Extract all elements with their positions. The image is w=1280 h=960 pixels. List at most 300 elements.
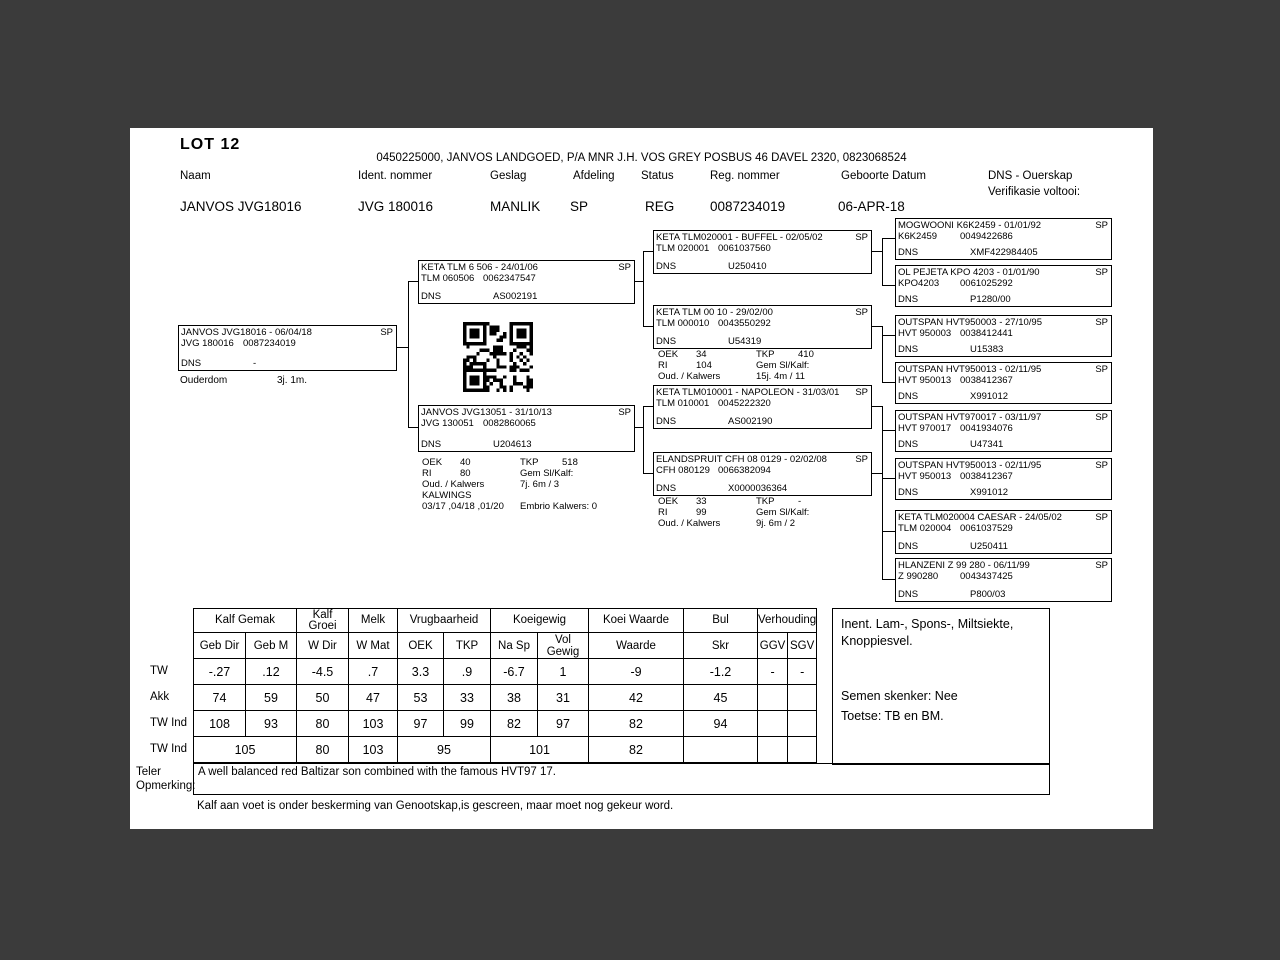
connector-line: [882, 430, 895, 431]
group-header-verhouding: Verhouding: [758, 609, 817, 633]
animal-title: MOGWOONI K6K2459 - 01/01/92: [898, 220, 1042, 231]
dns-value: U15383: [970, 344, 1004, 355]
tkp-value: 410: [798, 349, 814, 360]
animal-id: HVT 950013: [898, 471, 952, 482]
col-tkp: TKP: [444, 633, 491, 659]
title-row: [419, 406, 634, 418]
oud-label: Oud. / Kalwers: [422, 479, 485, 490]
row-label-tw: TW: [150, 665, 168, 677]
dns-label: DNS: [421, 439, 442, 450]
dns-label: DNS: [656, 483, 677, 494]
title-row: [896, 411, 1111, 423]
connector-line: [882, 579, 895, 580]
qr-code: [463, 322, 533, 392]
label-geslag: Geslag: [490, 170, 527, 182]
lot-title: LOT 12: [180, 136, 241, 153]
cell: 97: [398, 711, 444, 737]
dns-value: XMF422984405: [970, 247, 1038, 258]
connector-line: [643, 251, 653, 252]
cell: 82: [589, 711, 684, 737]
cell: 99: [444, 711, 491, 737]
cell: 82: [491, 711, 538, 737]
cell: 94: [684, 711, 758, 737]
teler-label-line2: Opmerking:: [136, 780, 196, 792]
col-oek: OEK: [398, 633, 444, 659]
animal-id: CFH 080129: [656, 465, 710, 476]
oud-label: Oud. / Kalwers: [658, 518, 721, 529]
dns-row: [656, 261, 869, 272]
section-code: SP: [855, 454, 868, 465]
semen-skenker: Semen skenker: Nee: [841, 689, 958, 703]
animal-number: 0087234019: [243, 338, 296, 349]
label-naam: Naam: [180, 170, 211, 182]
connector-line: [882, 238, 883, 286]
id-row: [896, 375, 1111, 386]
animal-id: HVT 950003: [898, 328, 952, 339]
connector-line: [408, 427, 418, 428]
dns-row: [898, 487, 1109, 498]
table-row-akk: [194, 685, 817, 711]
connector-line: [643, 326, 653, 327]
cell: 101: [491, 737, 589, 763]
animal-id: HVT 950013: [898, 375, 952, 386]
connector-line: [882, 473, 883, 580]
ri-label: RI: [422, 468, 432, 479]
cell: 53: [398, 685, 444, 711]
ri-value: 104: [696, 360, 712, 371]
cell: -4.5: [297, 659, 349, 685]
pedigree-box-gp1: [653, 230, 872, 274]
id-row: [896, 328, 1111, 339]
dns-row: [656, 416, 869, 427]
cell: 38: [491, 685, 538, 711]
catalog-page: [130, 128, 1153, 829]
dns-row: [421, 291, 632, 302]
connector-line: [643, 251, 644, 327]
animal-title: KETA TLM010001 - NAPOLEON - 31/03/01: [656, 387, 840, 398]
col-ggv: GGV: [758, 633, 788, 659]
cell: 74: [194, 685, 246, 711]
cell: 105: [194, 737, 297, 763]
animal-title: KETA TLM020004 CAESAR - 24/05/02: [898, 512, 1062, 523]
section-code: SP: [1095, 364, 1108, 375]
animal-id: JVG 180016: [181, 338, 234, 349]
dns-row: [181, 358, 394, 369]
group-header-koei-waarde: Koei Waarde: [589, 609, 684, 633]
dns-label: DNS: [898, 247, 919, 258]
title-row: [654, 306, 871, 318]
group-header-melk: Melk: [349, 609, 398, 633]
label-ident-nommer: Ident. nommer: [358, 170, 433, 182]
cell: 33: [444, 685, 491, 711]
gemsl-label: Gem Sl/Kalf:: [756, 360, 810, 371]
connector-line: [882, 531, 895, 532]
group-header-row: [194, 609, 817, 633]
cell: 97: [538, 711, 589, 737]
table-row-tw-ind-2: [194, 737, 817, 763]
animal-id: Z 990280: [898, 571, 939, 582]
connector-line: [643, 406, 653, 407]
connector-line: [643, 473, 653, 474]
label-reg-nommer: Reg. nommer: [710, 170, 780, 182]
dns-label: DNS: [181, 358, 202, 369]
connector-line: [882, 238, 895, 239]
dns-row: [656, 483, 869, 494]
oek-label: OEK: [658, 349, 679, 360]
dns-label: DNS: [656, 416, 677, 427]
section-code: SP: [1095, 267, 1108, 278]
pedigree-box-ggp5: [895, 410, 1112, 452]
id-row: [654, 398, 871, 409]
cell: 1: [538, 659, 589, 685]
pedigree-box-ggp4: [895, 362, 1112, 404]
ri-label: RI: [658, 360, 668, 371]
dns-value: U250410: [728, 261, 767, 272]
cell: 50: [297, 685, 349, 711]
animal-id: TLM 000010: [656, 318, 710, 329]
cell: [758, 685, 788, 711]
pedigree-box-ggp7: [895, 510, 1112, 554]
sub-header-row: [194, 633, 817, 659]
id-row: [896, 523, 1111, 534]
animal-title: KETA TLM 6 506 - 24/01/06: [421, 262, 538, 273]
value-status: REG: [645, 199, 675, 214]
col-geb-dir: Geb Dir: [194, 633, 246, 659]
label-dns-ouerskap: DNS - Ouerskap: [988, 170, 1073, 182]
section-code: SP: [618, 407, 631, 418]
label-geboorte-datum: Geboorte Datum: [841, 170, 927, 182]
dns-row: [898, 439, 1109, 450]
connector-line: [882, 382, 895, 383]
connector-line: [882, 478, 895, 479]
section-code: SP: [618, 262, 631, 273]
animal-id: TLM 010001: [656, 398, 710, 409]
animal-title: JANVOS JVG18016 - 06/04/18: [181, 327, 312, 338]
oek-label: OEK: [658, 496, 679, 507]
row-label-akk: Akk: [150, 691, 170, 703]
id-row: [654, 318, 871, 329]
embrio-kalwers: Embrio Kalwers: 0: [520, 501, 598, 512]
animal-number: 0043550292: [718, 318, 771, 329]
oek-value: 34: [696, 349, 707, 360]
section-code: SP: [855, 387, 868, 398]
value-geslag: MANLIK: [490, 199, 541, 214]
pedigree-box-gp3: [653, 385, 872, 429]
title-row: [179, 326, 396, 338]
animal-number: 0041934076: [960, 423, 1013, 434]
title-row: [654, 231, 871, 243]
cell: [788, 685, 817, 711]
pedigree-box-ggp3: [895, 315, 1112, 357]
animal-id: TLM 020001: [656, 243, 710, 254]
inent-line1: Inent. Lam-, Spons-, Miltsiekte,: [841, 617, 1014, 631]
animal-number: 0045222320: [718, 398, 771, 409]
label-verifikasie: Verifikasie voltooi:: [988, 186, 1081, 198]
id-row: [896, 423, 1111, 434]
oud-value: 15j. 4m / 11: [756, 371, 805, 382]
ri-value: 80: [460, 468, 471, 479]
animal-number: 0049422686: [960, 231, 1013, 242]
cell: -: [788, 659, 817, 685]
animal-id: K6K2459: [898, 231, 938, 242]
dns-value: AS002191: [493, 291, 538, 302]
dns-value: X991012: [970, 391, 1009, 402]
ouderdom-value: 3j. 1m.: [277, 375, 308, 386]
ouderdom-label: Ouderdom: [180, 375, 228, 386]
dns-value: X0000036364: [728, 483, 788, 494]
id-row: [419, 418, 634, 429]
section-code: SP: [1095, 460, 1108, 471]
dns-label: DNS: [421, 291, 442, 302]
animal-number: 0038412367: [960, 471, 1013, 482]
id-row: [654, 243, 871, 254]
section-code: SP: [380, 327, 393, 338]
cell: .7: [349, 659, 398, 685]
qr-code-graphic: [463, 322, 533, 392]
animal-number: 0061037560: [718, 243, 771, 254]
dns-value: U54319: [728, 336, 762, 347]
col-skr: Skr: [684, 633, 758, 659]
cell: 3.3: [398, 659, 444, 685]
id-row: [179, 338, 396, 349]
animal-id: HVT 970017: [898, 423, 952, 434]
animal-number: 0038412367: [960, 375, 1013, 386]
animal-title: OUTSPAN HVT950003 - 27/10/95: [898, 317, 1042, 328]
id-row: [419, 273, 634, 284]
title-row: [419, 261, 634, 273]
dns-value: P800/03: [970, 589, 1006, 600]
animal-number: 0061025292: [960, 278, 1013, 289]
connector-line: [882, 285, 895, 286]
animal-id: KPO4203: [898, 278, 940, 289]
oek-value: 40: [460, 457, 471, 468]
dns-value: U250411: [970, 541, 1008, 552]
dns-value: U47341: [970, 439, 1004, 450]
pedigree-box-sire: [418, 260, 635, 304]
dns-row: [898, 247, 1109, 258]
dns-row: [421, 439, 632, 450]
tkp-value: 518: [562, 457, 578, 468]
col-vol-gewig: Vol Gewig: [538, 633, 589, 659]
section-code: SP: [1095, 512, 1108, 523]
connector-line: [408, 281, 409, 428]
group-header-bul: Bul: [684, 609, 758, 633]
kalwings-dates: 03/17 ,04/18 ,01/20: [422, 501, 504, 512]
dns-value: X991012: [970, 487, 1009, 498]
id-row: [896, 571, 1111, 582]
cell: [788, 737, 817, 763]
group-header-vrugbaarheid: Vrugbaarheid: [398, 609, 491, 633]
animal-id: JVG 130051: [421, 418, 474, 429]
section-code: SP: [1095, 560, 1108, 571]
table-row-tw-ind: [194, 711, 817, 737]
animal-number: 0043437425: [960, 571, 1013, 582]
dns-label: DNS: [898, 391, 919, 402]
footnote: Kalf aan voet is onder beskerming van Genootskap,is gescreen, maar moet nog gekeur word.: [197, 800, 674, 812]
dns-label: DNS: [898, 344, 919, 355]
connector-line: [408, 281, 418, 282]
group-header-kalf-gemak: Kalf Gemak: [194, 609, 297, 633]
oek-label: OEK: [422, 457, 443, 468]
cell: [758, 737, 788, 763]
label-afdeling: Afdeling: [573, 170, 615, 182]
dns-row: [898, 344, 1109, 355]
group-header-kalf-groei: Kalf Groei: [297, 609, 349, 633]
pedigree-box-animal: [178, 325, 397, 371]
label-status: Status: [641, 170, 674, 182]
dns-row: [898, 541, 1109, 552]
cell: 80: [297, 737, 349, 763]
cell: [684, 737, 758, 763]
section-code: SP: [1095, 317, 1108, 328]
cell: 93: [246, 711, 297, 737]
animal-title: OUTSPAN HVT950013 - 02/11/95: [898, 460, 1042, 471]
pedigree-box-gp2: [653, 305, 872, 349]
animal-number: 0061037529: [960, 523, 1013, 534]
toetse: Toetse: TB en BM.: [841, 709, 944, 723]
tkp-value: -: [798, 496, 802, 507]
section-code: SP: [855, 232, 868, 243]
cell: -1.2: [684, 659, 758, 685]
dns-label: DNS: [898, 589, 919, 600]
dns-label: DNS: [898, 439, 919, 450]
oud-value: 9j. 6m / 2: [756, 518, 796, 529]
teler-opmerking-label: [136, 765, 195, 793]
title-row: [896, 511, 1111, 523]
table-row-tw: [194, 659, 817, 685]
animal-title: OUTSPAN HVT970017 - 03/11/97: [898, 412, 1042, 423]
cell: -: [758, 659, 788, 685]
ri-label: RI: [658, 507, 668, 518]
dns-label: DNS: [898, 541, 919, 552]
dns-value: U204613: [493, 439, 532, 450]
cell: .9: [444, 659, 491, 685]
cell: 47: [349, 685, 398, 711]
cell: 103: [349, 711, 398, 737]
teler-comment-box: [193, 763, 1050, 795]
section-code: SP: [855, 307, 868, 318]
oud-value: 7j. 6m / 3: [520, 479, 560, 490]
col-w-mat: W Mat: [349, 633, 398, 659]
connector-line: [882, 335, 895, 336]
row-label-tw-ind-2: TW Ind: [150, 742, 188, 755]
dns-row: [898, 589, 1109, 600]
cell: 95: [398, 737, 491, 763]
pedigree-box-ggp8: [895, 558, 1112, 602]
col-na-sp: Na Sp: [491, 633, 538, 659]
cell: 82: [589, 737, 684, 763]
dns-label: DNS: [898, 294, 919, 305]
animal-title: OUTSPAN HVT950013 - 02/11/95: [898, 364, 1042, 375]
title-row: [654, 453, 871, 465]
title-row: [896, 316, 1111, 328]
animal-title: ELANDSPRUIT CFH 08 0129 - 02/02/08: [656, 454, 827, 465]
dns-value: P1280/00: [970, 294, 1011, 305]
cell: 80: [297, 711, 349, 737]
pedigree-box-ggp2: [895, 265, 1112, 307]
oek-value: 33: [696, 496, 707, 507]
ri-value: 99: [696, 507, 707, 518]
cell: 31: [538, 685, 589, 711]
animal-title: KETA TLM020001 - BUFFEL - 02/05/02: [656, 232, 823, 243]
cell: [788, 711, 817, 737]
dns-label: DNS: [898, 487, 919, 498]
col-sgv: SGV: [788, 633, 817, 659]
animal-title: JANVOS JVG13051 - 31/10/13: [421, 407, 552, 418]
row-label-tw-ind: TW Ind: [150, 717, 188, 729]
oud-label: Oud. / Kalwers: [658, 371, 721, 382]
section-code: SP: [1095, 220, 1108, 231]
tkp-label: TKP: [520, 457, 539, 468]
pedigree-box-ggp6: [895, 458, 1112, 500]
title-row: [896, 363, 1111, 375]
dns-row: [656, 336, 869, 347]
pedigree-box-ggp1: [895, 218, 1112, 260]
cell: [758, 711, 788, 737]
cell: -.27: [194, 659, 246, 685]
value-naam: JANVOS JVG18016: [180, 199, 302, 214]
animal-number: 0082860065: [483, 418, 536, 429]
teler-label-line1: Teler: [136, 766, 161, 778]
owner-line: 0450225000, JANVOS LANDGOED, P/A MNR J.H. VOS GREY POSBUS 46 DAVEL 2320, 0823068524: [376, 152, 907, 164]
cell: -9: [589, 659, 684, 685]
dns-value: AS002190: [728, 416, 773, 427]
title-row: [896, 266, 1111, 278]
cell: 42: [589, 685, 684, 711]
gemsl-label: Gem Sl/Kalf:: [756, 507, 810, 518]
teler-comment: A well balanced red Baltizar son combined with the famous HVT97 17.: [198, 766, 556, 778]
cell: 103: [349, 737, 398, 763]
animal-title: KETA TLM 00 10 - 29/02/00: [656, 307, 773, 318]
tkp-label: TKP: [756, 349, 775, 360]
section-code: SP: [1095, 412, 1108, 423]
connector-line: [882, 406, 883, 479]
tkp-label: TKP: [756, 496, 775, 507]
connector-line: [643, 406, 644, 474]
col-w-dir: W Dir: [297, 633, 349, 659]
animal-number: 0038412441: [960, 328, 1013, 339]
value-reg-nommer: 0087234019: [710, 199, 786, 214]
dns-value: -: [253, 358, 257, 369]
title-row: [896, 459, 1111, 471]
id-row: [896, 231, 1111, 242]
col-waarde: Waarde: [589, 633, 684, 659]
animal-title: HLANZENI Z 99 280 - 06/11/99: [898, 560, 1030, 571]
title-row: [654, 386, 871, 398]
dns-row: [898, 391, 1109, 402]
pedigree-box-dam: [418, 405, 635, 452]
health-info-panel: [832, 608, 1050, 765]
cell: 108: [194, 711, 246, 737]
pedigree-box-gp4: [653, 452, 872, 496]
cell: 59: [246, 685, 297, 711]
value-afdeling: SP: [570, 199, 589, 214]
animal-title: OL PEJETA KPO 4203 - 01/01/90: [898, 267, 1040, 278]
dns-label: DNS: [656, 261, 677, 272]
cell: -6.7: [491, 659, 538, 685]
breeding-values-table: [193, 608, 817, 763]
cell: .12: [246, 659, 297, 685]
animal-number: 0066382094: [718, 465, 771, 476]
id-row: [654, 465, 871, 476]
kalwings-label: KALWINGS: [422, 490, 472, 501]
cell: 45: [684, 685, 758, 711]
id-row: [896, 471, 1111, 482]
value-ident-nommer: JVG 180016: [358, 199, 434, 214]
dns-label: DNS: [656, 336, 677, 347]
title-row: [896, 219, 1111, 231]
gemsl-label: Gem Sl/Kalf:: [520, 468, 574, 479]
